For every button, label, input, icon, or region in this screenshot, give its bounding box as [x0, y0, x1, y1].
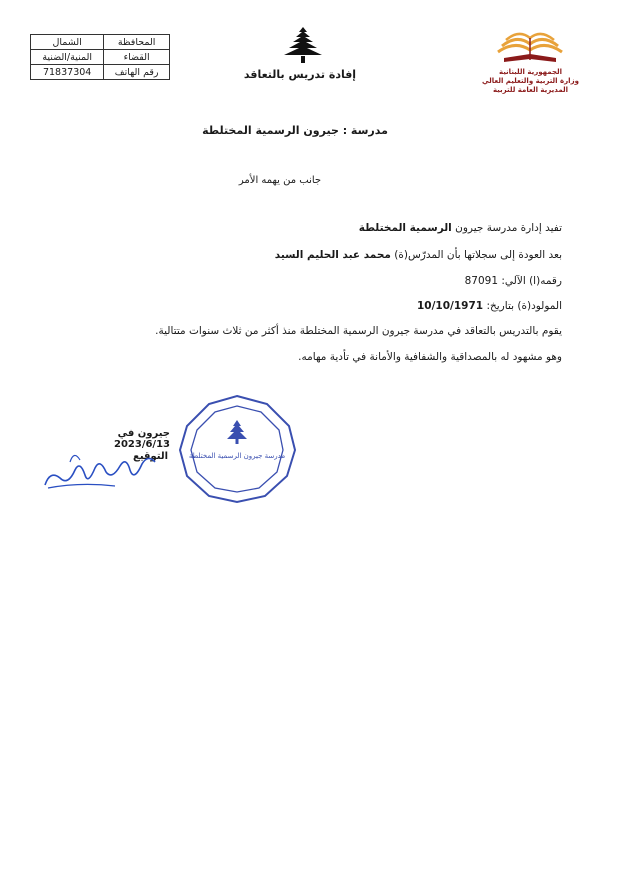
school-stamp [175, 392, 300, 504]
body-line-4 [42, 300, 562, 312]
school-name: الرسمية المختلطة [358, 222, 452, 234]
document-title: إفادة تدريس بالتعاقد [243, 68, 357, 81]
text: بعد العودة إلى سجلاتها بأن المدرّس(ة) [390, 249, 562, 261]
ministry-name [478, 68, 583, 95]
school-heading: مدرسة : جيرون الرسمية المختلطة [202, 124, 388, 137]
stamp-text: مدرسة جيرون الرسمية المختلطة [188, 452, 286, 460]
table-row [31, 50, 170, 65]
signature [40, 440, 170, 500]
ministry-logo [490, 22, 570, 72]
body-line-2 [42, 249, 562, 261]
body-line-5: يقوم بالتدريس بالتعاقد في مدرسة جيرون الرسمية المختلطة منذ أكثر من ثلاث سنوات متتالية. [155, 325, 562, 337]
info-value: الشمال [31, 35, 104, 50]
body-line-6: وهو مشهود له بالمصداقية والشفافية والأمانة في تأدية مهامه. [298, 351, 562, 363]
table-row [31, 35, 170, 50]
info-label: رقم الهاتف [104, 65, 170, 80]
info-value: 71837304 [31, 65, 104, 80]
info-label: القضاء [104, 50, 170, 65]
place-date: جيرون في 2023/6/13 [113, 428, 170, 450]
ministry-line: وزارة التربية والتعليم العالي [482, 77, 579, 85]
ministry-line: المديرية العامة للتربية [492, 86, 569, 94]
cedar-icon [278, 26, 328, 64]
info-value: المنية/الضنية [31, 50, 104, 65]
body-line-1 [42, 222, 562, 234]
ministry-line: الجمهورية اللبنانية [498, 68, 563, 76]
birth-date: 10/10/1971 [416, 300, 484, 312]
teacher-name: محمد عبد الحليم السيد [274, 249, 391, 261]
text: تفيد إدارة مدرسة جيرون [451, 222, 562, 234]
salutation: جانب من يهمه الأمر [238, 175, 322, 186]
signature-label: التوقيع [133, 451, 168, 462]
info-label: المحافظة [104, 35, 170, 50]
body-line-3: رقمه(ا) الآلي: 87091 [464, 275, 562, 287]
table-row [31, 65, 170, 80]
info-table [30, 34, 170, 80]
text: المولود(ة) بتاريخ: [483, 300, 562, 312]
